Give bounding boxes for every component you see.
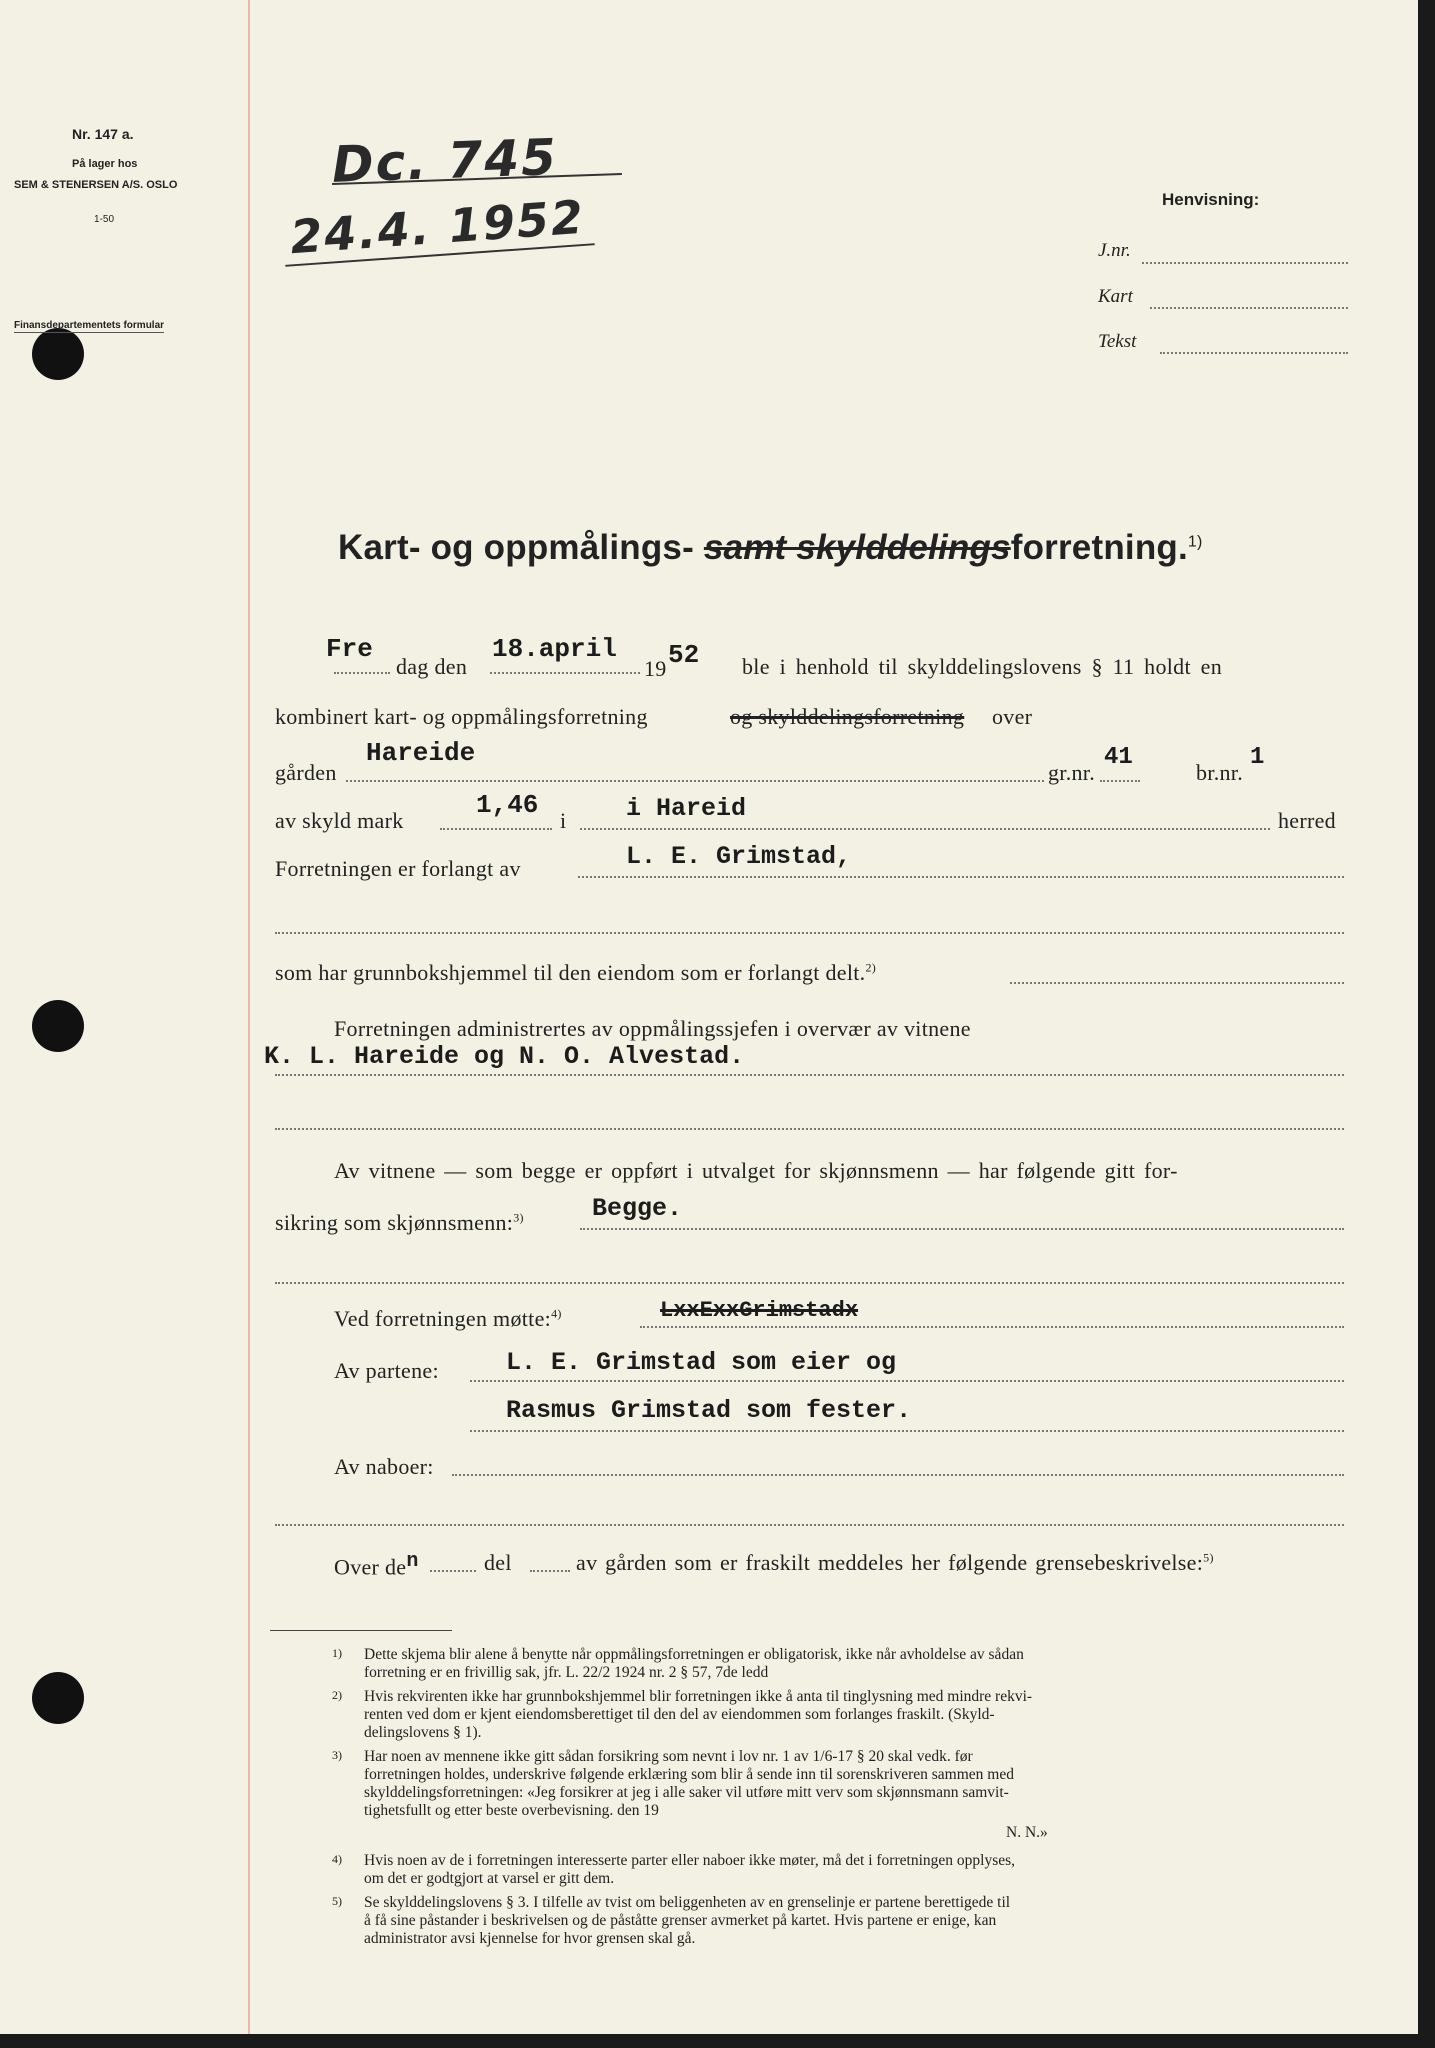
grunnbok-line	[1010, 982, 1344, 984]
partene-line-2	[470, 1430, 1344, 1432]
grunnbok-ref: 2)	[865, 960, 877, 975]
brnr-label: br.nr.	[1196, 760, 1244, 785]
line2-text: kombinert kart- og oppmålingsforretning	[275, 704, 648, 729]
reference-title: Henvisning:	[1162, 190, 1260, 209]
handwritten-journal: Dc. 745	[331, 128, 559, 194]
forsikring-value: Begge.	[592, 1194, 683, 1223]
partene-line-1	[470, 1380, 1344, 1382]
day-line	[334, 672, 390, 674]
skyld-label: av skyld mark	[275, 808, 404, 833]
forlangt-line	[578, 876, 1344, 878]
ministry-formular: Finansdepartementets formular	[14, 320, 165, 331]
motte-line	[640, 1326, 1344, 1328]
forlangt-value: L. E. Grimstad,	[626, 842, 852, 871]
tekst-label: Tekst	[1098, 331, 1137, 352]
naboer-line	[452, 1474, 1344, 1476]
forlangt-label: Forretningen er forlangt av	[275, 856, 521, 881]
motte-struck: LxxExxGrimstadx	[660, 1298, 859, 1323]
skyld-value: 1,46	[476, 790, 539, 820]
punch-hole	[32, 328, 84, 380]
kart-label: Kart	[1098, 286, 1133, 307]
footnote-5-line-1: Se skylddelingslovens § 3. I tilfelle av tvist om beliggenheten av en grenselinje er partene berettigede til	[364, 1894, 1011, 1911]
stock-line-1: På lager hos	[72, 158, 138, 170]
form-title	[338, 528, 1203, 568]
over-rest	[576, 1550, 1214, 1576]
date-value: 18.april	[492, 634, 617, 664]
edition: 1-50	[94, 214, 115, 225]
garden-label: gården	[275, 760, 337, 785]
motte-label-text: Ved forretningen møtte:	[334, 1306, 552, 1331]
footnote-3-line-1: Har noen av mennene ikke gitt sådan forsikring som nevnt i lov nr. 1 av 1/6-17 § 20 skal vedk. før	[364, 1748, 973, 1765]
admin-text: Forretningen administrertes av oppmålingssjefen i overvær av vitnene	[334, 1016, 971, 1041]
title-part2: forretning.	[1010, 528, 1188, 567]
stock-line-2: SEM & STENERSEN A/S. OSLO	[14, 179, 178, 191]
grnr-label: gr.nr.	[1048, 760, 1096, 785]
over-sup: n	[406, 1550, 419, 1573]
partene-label: Av partene:	[334, 1358, 439, 1383]
grnr-value: 41	[1104, 744, 1133, 771]
footnote-5-mark: 5)	[332, 1894, 342, 1908]
grnr-line	[1100, 780, 1140, 782]
margin-rule	[248, 0, 250, 2034]
del-label: del	[484, 1550, 512, 1575]
herred-line	[580, 828, 1270, 830]
kart-line	[1150, 307, 1348, 309]
tekst-line	[1160, 352, 1348, 354]
vitner-ref: 3)	[513, 1210, 524, 1225]
herred-label: herred	[1278, 808, 1336, 833]
motte-ref: 4)	[551, 1306, 562, 1321]
garden-value: Hareide	[366, 738, 476, 768]
footnote-2-mark: 2)	[332, 1688, 342, 1702]
over-label	[334, 1550, 419, 1580]
motte-label	[334, 1306, 562, 1332]
form-number: Nr. 147 a.	[72, 126, 134, 142]
footnote-2-line-1: Hvis rekvirenten ikke har grunnbokshjemmel blir forretningen ikke å anta til tinglysning med mindre rekvi-	[364, 1688, 1033, 1705]
footnote-separator	[270, 1630, 452, 1631]
footnote-2-line-3: delingslovens § 1).	[364, 1724, 482, 1741]
herred-value: i Hareid	[626, 794, 747, 823]
footnote-5-line-3: administrator avsi kjennelse for hvor grensen skal gå.	[364, 1930, 696, 1947]
footnote-5-line-2: å få sine påstander i beskrivelsen og de påståtte grenser avmerket på kartet. Hvis partene er enige, kan	[364, 1912, 997, 1929]
naboer-label: Av naboer:	[334, 1454, 434, 1479]
line2-struck: og skylddelingsforretning	[730, 704, 965, 729]
blank-line	[275, 1282, 1344, 1284]
footnote-1-line-1: Dette skjema blir alene å benytte når oppmålingsforretningen er obligatorisk, ikke når avholdelse av sådan	[364, 1646, 1024, 1663]
vitner-value: K. L. Hareide og N. O. Alvestad.	[264, 1042, 745, 1071]
title-struck: samt skylddelings	[703, 528, 1011, 567]
footnote-4-line-1: Hvis noen av de i forretningen interesserte parter eller naboer ikke møter, må det i forretningen opplyses,	[364, 1852, 1016, 1869]
blank-line	[275, 932, 1344, 934]
over-label-text: Over de	[334, 1554, 407, 1580]
punch-hole	[32, 1000, 84, 1052]
year-value: 52	[668, 640, 700, 670]
partene-value-1: L. E. Grimstad som eier og	[506, 1348, 897, 1377]
title-part1: Kart- og oppmålings-	[338, 528, 694, 567]
date-line	[490, 672, 640, 674]
grunnbok-text	[275, 960, 876, 986]
footnote-1-line-2: forretning er en frivillig sak, jfr. L. 22/2 1924 nr. 2 § 57, 7de ledd	[364, 1664, 769, 1681]
skyld-line	[440, 828, 552, 830]
jnr-label: J.nr.	[1098, 240, 1131, 261]
vitner-line1: Av vitnene — som begge er oppført i utvalget for skjønnsmenn — har følgende gitt for-	[334, 1158, 1178, 1183]
i-label: i	[560, 808, 567, 833]
blank-line	[275, 1128, 1344, 1130]
over-rest-text: av gården som er fraskilt meddeles her følgende grensebeskrivelse:	[576, 1550, 1204, 1575]
handwritten-date: 24.4. 1952	[288, 189, 587, 265]
footnote-2-line-2: renten ved dom er kjent eiendomsberettiget til den del av eiendommen som forlanges fraskilt. (Skyld-	[364, 1706, 995, 1723]
footnote-signature: N. N.»	[1006, 1824, 1048, 1841]
vitner-line	[275, 1074, 1344, 1076]
day-value: Fre	[326, 634, 373, 664]
footnote-3-line-3: skylddelingsforretningen: «Jeg forsikrer at jeg i alle saker vil utføre mitt verv som skjønnsmann samvit-	[364, 1784, 1009, 1801]
brnr-value: 1	[1250, 744, 1265, 771]
partene-value-2: Rasmus Grimstad som fester.	[506, 1396, 912, 1425]
year-prefix: 19	[644, 656, 667, 681]
line1-rest: ble i henhold til skylddelingslovens § 11 holdt en	[742, 654, 1223, 679]
footnote-3-line-2: forretningen holdes, underskrive følgende erklæring som blir å sende inn til sorenskriveren sammen med	[364, 1766, 1014, 1783]
vitner-line2-text: sikring som skjønnsmenn:	[275, 1210, 514, 1235]
footnote-3-mark: 3)	[332, 1748, 342, 1762]
grunnbok-sentence: som har grunnbokshjemmel til den eiendom som er forlangt delt.	[275, 960, 866, 985]
footnote-4-line-2: om det er godtgjort at varsel er gitt dem.	[364, 1870, 615, 1887]
punch-hole	[32, 1672, 84, 1724]
footnote-1-mark: 1)	[332, 1646, 342, 1660]
title-footnote-ref: 1)	[1187, 533, 1203, 551]
garden-line	[346, 780, 1044, 782]
footnote-3-line-4: tighetsfullt og etter beste overbevisning. den 19	[364, 1802, 659, 1819]
dag-den-label: dag den	[396, 654, 468, 679]
footnote-4-mark: 4)	[332, 1852, 342, 1866]
line2-end: over	[992, 704, 1033, 729]
forsikring-line	[580, 1228, 1344, 1230]
del-line	[530, 1570, 570, 1572]
over-ref: 5)	[1203, 1550, 1214, 1565]
over-line	[430, 1570, 476, 1572]
vitner-line2	[275, 1210, 524, 1236]
jnr-line	[1142, 262, 1348, 264]
blank-line	[275, 1524, 1344, 1526]
